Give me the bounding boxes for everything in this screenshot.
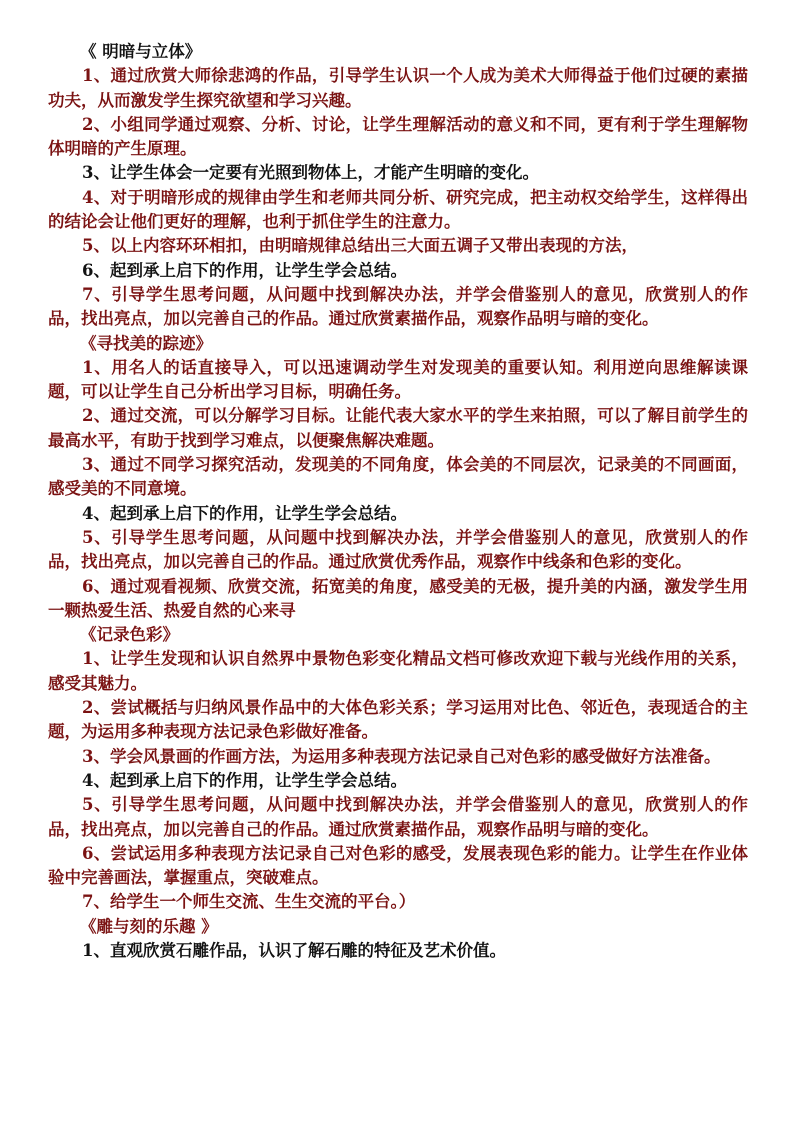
section-title: 《雕与刻的乐趣 》: [80, 916, 218, 936]
paragraph: 1、让学生发现和认识自然界中景物色彩变化精品文档可修改欢迎下载与光线作用的关系，感受其魅力。: [48, 649, 748, 693]
paragraph: 4、起到承上启下的作用，让学生学会总结。: [82, 770, 407, 790]
paragraph: 2、通过交流，可以分解学习目标。让能代表大家水平的学生来拍照，可以了解目前学生的最高水平，有助于找到学习难点，以便聚焦解决难题。: [48, 406, 748, 450]
paragraph: 5、以上内容环环相扣，由明暗规律总结出三大面五调子又带出表现的方法，: [82, 236, 638, 256]
paragraph: 6、起到承上启下的作用，让学生学会总结。: [82, 260, 407, 280]
section-title: 《寻找美的踪迹》: [80, 333, 212, 353]
paragraph: 7、给学生一个师生交流、生生交流的平台。）: [82, 892, 416, 912]
paragraph: 5、引导学生思考问题，从问题中找到解决办法，并学会借鉴别人的意见，欣赏别人的作品，找出亮点，加以完善自己的作品。通过欣赏优秀作品，观察作中线条和色彩的变化。: [48, 527, 748, 572]
paragraph: 1、直观欣赏石雕作品，认识了解石雕的特征及艺术价值。: [82, 940, 506, 960]
document-page: [48, 40, 748, 963]
paragraph: 4、起到承上启下的作用，让学生学会总结。: [82, 503, 407, 523]
paragraph: 4、对于明暗形成的规律由学生和老师共同分析、研究完成，把主动权交给学生，这样得出的结论会让他们更好的理解，也利于抓住学生的注意力。: [48, 187, 748, 232]
paragraph: 6、尝试运用多种表现方法记录自己对色彩的感受，发展表现色彩的能力。让学生在作业体验中完善画法，掌握重点，突破难点。: [48, 843, 748, 888]
paragraph: 1、通过欣赏大师徐悲鸿的作品，引导学生认识一个人成为美术大师得益于他们过硬的素描功夫，从而激发学生探究欲望和学习兴趣。: [48, 66, 748, 110]
paragraph: 3、让学生体会一定要有光照到物体上，才能产生明暗的变化。: [82, 163, 539, 183]
paragraph: 5、引导学生思考问题，从问题中找到解决办法，并学会借鉴别人的意见，欣赏别人的作品，找出亮点，加以完善自己的作品。通过欣赏素描作品，观察作品明与暗的变化。: [48, 795, 748, 839]
paragraph: 3、学会风景画的作画方法，为运用多种表现方法记录自己对色彩的感受做好方法准备。: [82, 746, 721, 766]
paragraph: 7、引导学生思考问题，从问题中找到解决办法，并学会借鉴别人的意见，欣赏别人的作品，找出亮点，加以完善自己的作品。通过欣赏素描作品，观察作品明与暗的变化。: [48, 284, 748, 329]
paragraph: 2、小组同学通过观察、分析、讨论，让学生理解活动的意义和不同，更有利于学生理解物体明暗的产生原理。: [48, 114, 748, 159]
section-title: 《 明暗与立体》: [80, 42, 202, 61]
paragraph: 6、通过观看视频、欣赏交流，拓宽美的角度，感受美的无极，提升美的内涵，激发学生用一颗热爱生活、热爱自然的心来寻: [48, 576, 748, 620]
paragraph: 3、通过不同学习探究活动，发现美的不同角度，体会美的不同层次，记录美的不同画面，感受美的不同意境。: [48, 455, 748, 499]
paragraph: 2、尝试概括与归纳风景作品中的大体色彩关系；学习运用对比色、邻近色，表现适合的主题，为运用多种表现方法记录色彩做好准备。: [48, 698, 748, 742]
paragraph: 1、用名人的话直接导入，可以迅速调动学生对发现美的重要认知。利用逆向思维解读课题，可以让学生自己分析出学习目标，明确任务。: [48, 357, 748, 402]
section-title: 《记录色彩》: [80, 625, 179, 645]
